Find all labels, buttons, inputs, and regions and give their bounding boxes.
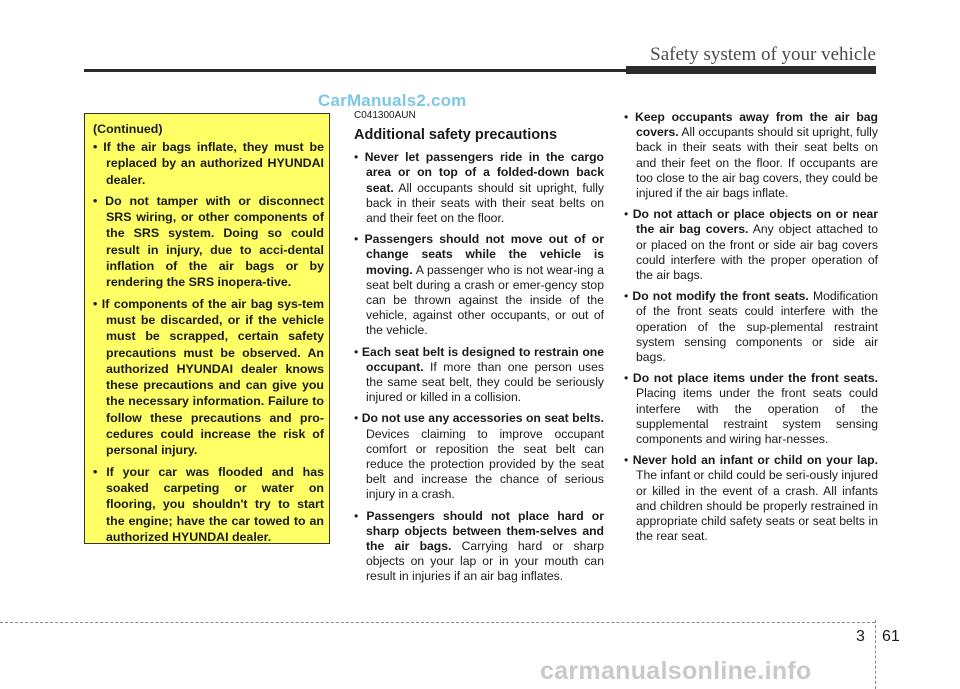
section-heading: Additional safety precautions (354, 127, 558, 143)
warning-item: • If your car was flooded and has soaked carpeting or water on flooring, you shouldn't try to start the engine; have the car towed to an authorized HYUNDAI dealer. (93, 464, 325, 544)
chapter-number: 3 (856, 628, 865, 645)
warning-list (93, 139, 324, 545)
precaution-item: • Never hold an infant or child on your lap. The infant or child could be seri-ously injured or killed in the event of a crash. All infants and children should be properly restrained in appropriate child safety seats or seat belts in the rear seat. (624, 453, 878, 544)
text-column-right (624, 110, 878, 550)
header-tab-bar (626, 66, 876, 74)
precaution-item: • Do not attach or place objects on or near the air bag covers. Any object attached to or placed on the front or side air bag covers could interfere with the proper operation of the air bags. (624, 207, 879, 283)
precaution-item: • Do not use any accessories on seat belts. Devices claiming to improve occupant comfort or reposition the seat belt can reduce the protection provided by the seat belt and increase the chance of serious injury in a crash. (354, 411, 605, 502)
watermark-bottom[interactable]: carmanualsonline.info (540, 657, 812, 685)
precaution-item: • Do not place items under the front seats. Placing items under the front seats could interfere with the operation of the supplemental restraint system sensing components and wiring har-nesses. (624, 371, 878, 447)
precaution-list (354, 150, 604, 584)
precaution-item: • Passengers should not place hard or sharp objects between them-selves and the air bags. Carrying hard or sharp objects on your lap or in your mouth can result in injuries if an air bag inflates. (354, 508, 604, 584)
precaution-item: • Passengers should not move out of or change seats while the vehicle is moving. A passenger who is not wear-ing a seat belt during a crash or emer-gency stop can be thrown against the inside of the vehicle, against other occupants, or out of the vehicle. (354, 232, 605, 338)
warning-item: • If the air bags inflate, they must be replaced by an authorized HYUNDAI dealer. (93, 140, 324, 187)
watermark-top[interactable]: CarManuals2.com (318, 91, 467, 110)
page-number: 61 (882, 628, 900, 645)
warning-item: • Do not tamper with or disconnect SRS wiring, or other components of the SRS system. Doing so could result in injury, due to acci-dental inflation of the air bags or by rendering the SRS inopera-tive. (93, 193, 324, 290)
precaution-item: • Each seat belt is designed to restrain one occupant. If more than one person uses the same seat belt, they could be seriously injured or killed in a collision. (354, 344, 605, 405)
footer-rule (0, 622, 875, 623)
precaution-item: • Never let passengers ride in the cargo area or on top of a folded-down back seat. All occupants should sit upright, fully back in their seats with their seat belts on and their feet on the floor. (354, 150, 604, 226)
precaution-item: • Do not modify the front seats. Modification of the front seats could interfere with the operation of the sup-plemental restraint system sensing components or side air bags. (624, 289, 878, 365)
precaution-list-continued (624, 110, 878, 544)
section-code: C041300AUN (354, 110, 416, 121)
text-column-middle (354, 110, 604, 591)
warning-item: • If components of the air bag sys-tem must be discarded, or if the vehicle must be scrapped, certain safety precautions must be observed. An authorized HYUNDAI dealer knows these precautions and can give you the necessary information. Failure to follow these precautions and pro-cedures could increase the risk of personal injury. (93, 296, 325, 458)
page-header-title: Safety system of your vehicle (650, 44, 876, 65)
precaution-item: • Keep occupants away from the air bag covers. All occupants should sit upright, fully back in their seats with their seat belts on and their feet on the floor. If occupants are too close to the air bag covers, they could be injured if the air bags inflate. (624, 110, 878, 201)
warning-box-title: (Continued) (93, 122, 163, 136)
footer-divider (875, 620, 876, 689)
warning-box (84, 113, 330, 544)
